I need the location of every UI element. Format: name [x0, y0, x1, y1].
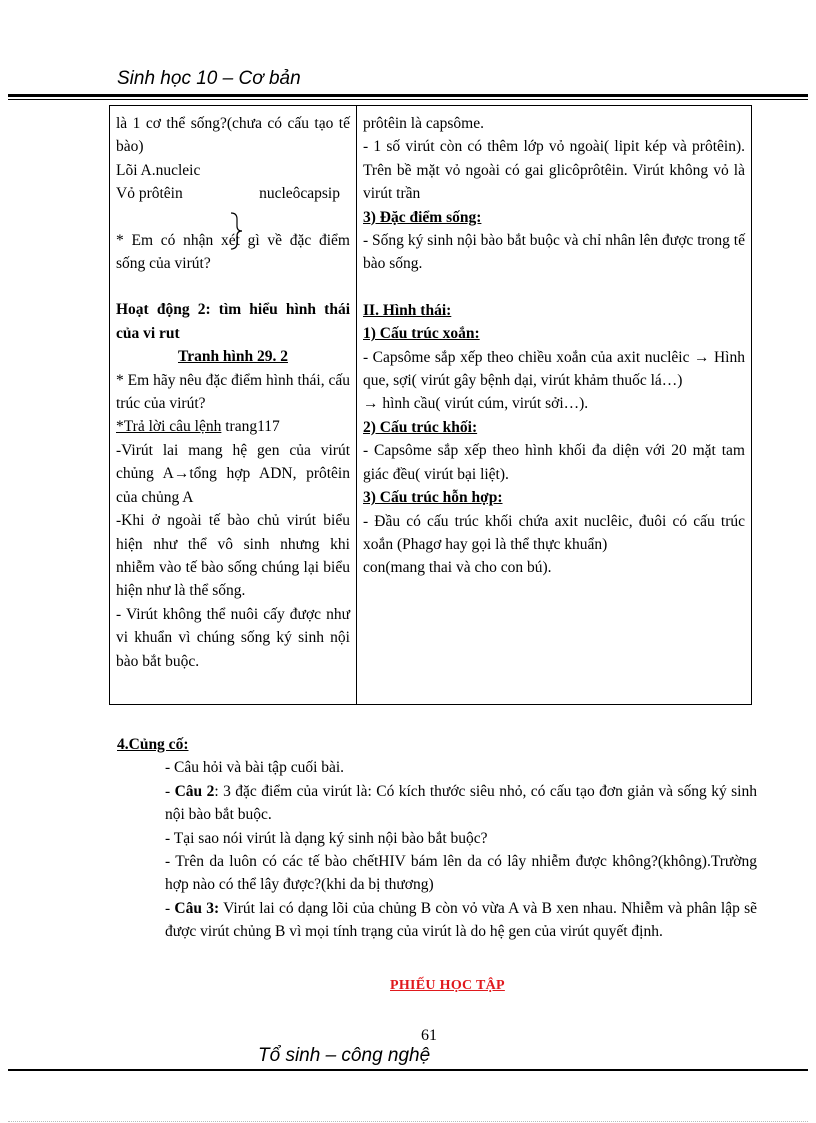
left-line-7: * Em hãy nêu đặc điểm hình thái, cấu trúc của virút?	[116, 371, 350, 413]
curly-brace-icon	[229, 212, 243, 250]
consolidation-item-1: - Câu hỏi và bài tập cuối bài.	[165, 759, 345, 777]
left-line-1: là 1 cơ thể sống?(chưa có cấu tạo tế bào)	[116, 115, 350, 156]
left-line-3	[116, 182, 350, 205]
footer-text: Tổ sinh – công nghệ	[258, 1045, 431, 1066]
page-edge-dots	[8, 1121, 808, 1122]
morphology-heading: II. Hình thái:	[363, 301, 452, 319]
right-line-8: → hình cầu( virút cúm, virút sởi…).	[363, 395, 589, 413]
right-line-12: - Đầu có cấu trúc khối chứa axit nuclêic, đuôi có cấu trúc xoắn (Phagơ hay gọi là thể thực khuẩn)	[363, 512, 745, 553]
cubic-structure-heading: 2) Cấu trúc khối:	[363, 418, 478, 436]
consolidation-item-3: - Tại sao nói virút là dạng ký sinh nội bào bắt buộc?	[165, 829, 488, 847]
worksheet-link: PHIẾU HỌC TẬP	[390, 978, 505, 993]
footer-rule	[8, 1069, 808, 1071]
consolidation-item-5: - Câu 3: Virút lai có dạng lõi của chủng B còn vỏ vừa A và B xen nhau. Nhiễm và phân lập sẽ được virút chủng B vì mọi tính trạng của virút là do hệ gen của virút quyết định.	[165, 899, 757, 941]
right-line-13: con(mang thai và cho con bú).	[363, 559, 552, 577]
left-line-11: - Virút không thể nuôi cấy được như vi khuẩn vì chúng sống ký sinh nội bào bắt buộc.	[116, 605, 350, 670]
complex-structure-heading: 3) Cấu trúc hỗn hợp:	[363, 489, 503, 507]
consolidation-item-4: - Trên da luôn có các tế bào chếtHIV bám lên da có lây nhiễm được không?(không).Trường hợp nào có thể lây được?(khi da bị thương)	[165, 853, 757, 894]
right-line-7: - Capsôme sắp xếp theo chiều xoắn của axit nuclêic → Hình que, sợi( virút gây bệnh dại, virút khảm thuốc lá…)	[363, 348, 745, 390]
left-line-10: -Khi ở ngoài tế bào chủ virút biểu hiện như thể vô sinh nhưng khi nhiễm vào tế bào sống chúng lại biểu hiện như là thể sống.	[116, 512, 350, 600]
lesson-table	[109, 105, 752, 705]
living-traits-heading: 3) Đặc điểm sống:	[363, 208, 482, 226]
left-line-3a: Vỏ prôtêin	[116, 185, 183, 203]
activity-2-heading: Hoạt động 2: tìm hiểu hình thái của vi rut	[116, 301, 350, 342]
header-rule-thick	[8, 94, 808, 97]
left-line-8: *Trả lời câu lệnh trang117	[116, 418, 280, 436]
right-line-2: - 1 số virút còn có thêm lớp vỏ ngoài( lipit kép và prôtêin). Trên bề mặt vỏ ngoài có gai glicôprôtêin. Virút không vỏ là virút trần	[363, 138, 745, 203]
header-title: Sinh học 10 – Cơ bản	[117, 68, 301, 89]
left-column	[116, 112, 350, 673]
column-divider	[356, 106, 357, 704]
consolidation-title: 4.Củng cố:	[117, 736, 189, 753]
helical-structure-heading: 1) Cấu trúc xoắn:	[363, 325, 480, 343]
right-column	[363, 112, 745, 580]
consolidation-item-2: - Câu 2: 3 đặc điểm của virút là: Có kích thước siêu nhỏ, có cấu tạo đơn giản và sống ký sinh nội bào bắt buộc.	[165, 782, 757, 824]
header-rule-thin	[8, 99, 808, 100]
left-line-4: * Em có nhận xét gì về đặc điểm sống của virút?	[116, 231, 350, 273]
right-line-10: - Capsôme sắp xếp theo hình khối đa diện với 20 mặt tam giác đều( virút bại liệt).	[363, 442, 745, 483]
page-number: 61	[421, 1027, 437, 1044]
left-line-3b: nucleôcapsip	[259, 185, 340, 203]
right-line-1: prôtêin là capsôme.	[363, 115, 484, 132]
right-line-4: - Sống ký sinh nội bào bắt buộc và chỉ nhân lên được trong tế bào sống.	[363, 232, 745, 273]
left-line-9: -Virút lai mang hệ gen của virút chủng A→tổng hợp ADN, prôtêin của chủng A	[116, 441, 350, 506]
consolidation-section	[117, 733, 757, 944]
figure-reference: Tranh hình 29. 2	[178, 348, 288, 366]
left-line-2: Lõi A.nucleic	[116, 161, 201, 179]
